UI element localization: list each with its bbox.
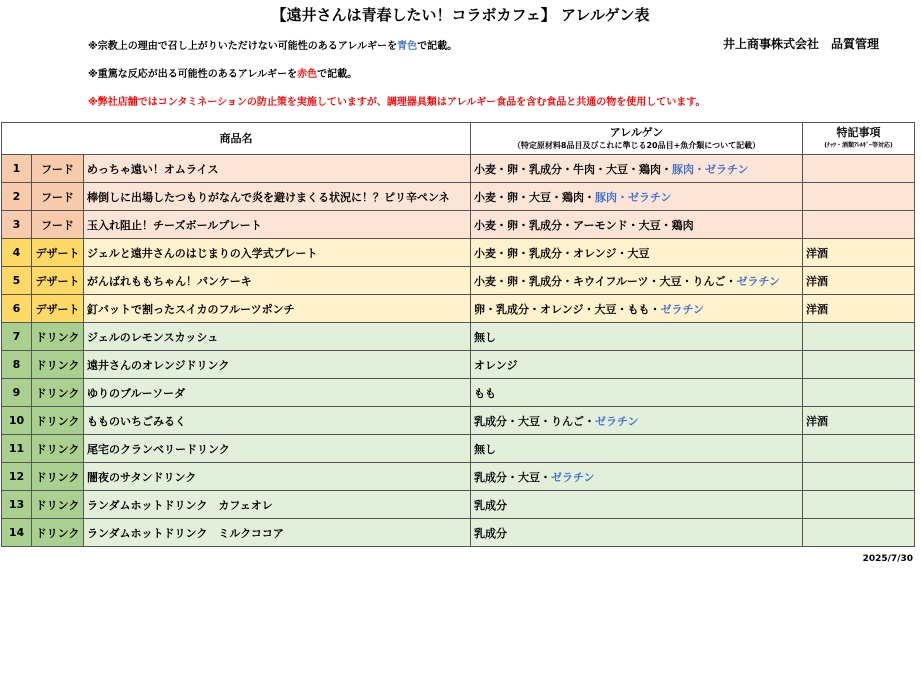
row-category: ドリンク bbox=[32, 491, 84, 519]
row-category: フード bbox=[32, 211, 84, 239]
allergens-religious-text: ゼラチン bbox=[595, 414, 639, 428]
row-allergens bbox=[471, 211, 803, 239]
allergens-religious-text: ゼラチン bbox=[736, 274, 780, 288]
allergens-text: 乳成分 bbox=[474, 526, 508, 540]
table-row bbox=[2, 435, 915, 463]
row-number: 9 bbox=[2, 379, 32, 407]
row-note bbox=[803, 491, 915, 519]
row-number: 13 bbox=[2, 491, 32, 519]
date-label: 2025/7/30 bbox=[862, 554, 913, 564]
row-note bbox=[803, 463, 915, 491]
allergens-text: 小麦・卵・乳成分・キウイフルーツ・大豆・りんご・ bbox=[474, 274, 737, 288]
row-allergens bbox=[471, 183, 803, 211]
row-product-name: もものいちごみるく bbox=[84, 407, 471, 435]
row-note bbox=[803, 323, 915, 351]
row-number: 7 bbox=[2, 323, 32, 351]
table-row bbox=[2, 211, 915, 239]
table-body bbox=[2, 155, 915, 547]
row-allergens bbox=[471, 435, 803, 463]
row-product-name: ジェルと遠井さんのはじまりの入学式プレート bbox=[84, 239, 471, 267]
row-product-name: ゆりのブルーソーダ bbox=[84, 379, 471, 407]
allergens-text: 小麦・卵・乳成分・オレンジ・大豆 bbox=[474, 246, 650, 260]
row-category: ドリンク bbox=[32, 323, 84, 351]
note-severe-suffix: で記載。 bbox=[317, 69, 358, 80]
row-product-name: がんばれももちゃん！パンケーキ bbox=[84, 267, 471, 295]
page-title: 【遠井さんは青春したい！コラボカフェ】 アレルゲン表 bbox=[271, 6, 650, 24]
note-severe bbox=[88, 65, 357, 80]
row-note bbox=[803, 519, 915, 547]
row-category: ドリンク bbox=[32, 519, 84, 547]
row-category: フード bbox=[32, 155, 84, 183]
allergens-text: もも bbox=[474, 386, 497, 400]
row-allergens bbox=[471, 267, 803, 295]
allergens-text: 乳成分 bbox=[474, 498, 508, 512]
row-note bbox=[803, 435, 915, 463]
allergens-text: 小麦・卵・大豆・鶏肉・ bbox=[474, 190, 596, 204]
row-category: ドリンク bbox=[32, 463, 84, 491]
header-notes bbox=[803, 123, 915, 155]
allergens-text: 無し bbox=[474, 330, 497, 344]
allergens-text: 乳成分・大豆・りんご・ bbox=[474, 414, 596, 428]
row-allergens bbox=[471, 519, 803, 547]
row-product-name: めっちゃ遠い！オムライス bbox=[84, 155, 471, 183]
note-severe-color: 赤色 bbox=[297, 69, 318, 80]
header-product: 商品名 bbox=[2, 123, 471, 155]
row-category: デザート bbox=[32, 239, 84, 267]
row-note bbox=[803, 351, 915, 379]
row-category: ドリンク bbox=[32, 351, 84, 379]
allergen-table bbox=[1, 122, 915, 547]
allergens-text: 乳成分・大豆・ bbox=[474, 470, 552, 484]
row-product-name: ランダムホットドリンク ミルクココア bbox=[84, 519, 471, 547]
row-allergens bbox=[471, 155, 803, 183]
row-number: 5 bbox=[2, 267, 32, 295]
row-allergens bbox=[471, 323, 803, 351]
header-allergen-sub: （特定原材料8品目及びこれに準じる20品目+魚介類について記載） bbox=[512, 140, 761, 150]
row-category: ドリンク bbox=[32, 435, 84, 463]
table-row bbox=[2, 351, 915, 379]
table-row bbox=[2, 407, 915, 435]
row-note: 洋酒 bbox=[803, 295, 915, 323]
row-number: 12 bbox=[2, 463, 32, 491]
row-category: ドリンク bbox=[32, 379, 84, 407]
table-row bbox=[2, 155, 915, 183]
table-row bbox=[2, 491, 915, 519]
allergens-text: 卵・乳成分・オレンジ・大豆・もも・ bbox=[474, 302, 661, 316]
table-row bbox=[2, 463, 915, 491]
row-product-name: 棒倒しに出場したつもりがなんで炎を避けまくる状況に！？ピリ辛ペンネ bbox=[84, 183, 471, 211]
row-number: 11 bbox=[2, 435, 32, 463]
row-note bbox=[803, 155, 915, 183]
table-row bbox=[2, 267, 915, 295]
row-number: 4 bbox=[2, 239, 32, 267]
row-category: フード bbox=[32, 183, 84, 211]
row-number: 2 bbox=[2, 183, 32, 211]
row-note: 洋酒 bbox=[803, 239, 915, 267]
row-note bbox=[803, 183, 915, 211]
allergens-religious-text: 豚肉・ゼラチン bbox=[595, 190, 672, 204]
note-severe-prefix: ※重篤な反応が出る可能性のあるアレルギーを bbox=[88, 69, 298, 80]
allergens-text: オレンジ bbox=[474, 358, 518, 372]
header-allergen-label: アレルゲン bbox=[609, 125, 664, 139]
row-number: 10 bbox=[2, 407, 32, 435]
header-allergen bbox=[471, 123, 803, 155]
allergens-religious-text: ゼラチン bbox=[660, 302, 704, 316]
row-allergens bbox=[471, 491, 803, 519]
table-row bbox=[2, 239, 915, 267]
table-row bbox=[2, 379, 915, 407]
row-category: デザート bbox=[32, 295, 84, 323]
row-number: 1 bbox=[2, 155, 32, 183]
row-product-name: 遠井さんのオレンジドリンク bbox=[84, 351, 471, 379]
row-note: 洋酒 bbox=[803, 407, 915, 435]
row-allergens bbox=[471, 463, 803, 491]
table-header-row bbox=[2, 123, 915, 155]
table-row bbox=[2, 295, 915, 323]
note-religious bbox=[88, 37, 457, 52]
row-product-name: 尾宅のクランベリードリンク bbox=[84, 435, 471, 463]
row-number: 14 bbox=[2, 519, 32, 547]
row-product-name: ランダムホットドリンク カフェオレ bbox=[84, 491, 471, 519]
row-note bbox=[803, 379, 915, 407]
company-name: 井上商事株式会社 品質管理 bbox=[723, 37, 880, 51]
row-number: 3 bbox=[2, 211, 32, 239]
row-note: 洋酒 bbox=[803, 267, 915, 295]
row-allergens bbox=[471, 379, 803, 407]
header-notes-label: 特記事項 bbox=[836, 125, 881, 139]
row-category: デザート bbox=[32, 267, 84, 295]
row-allergens bbox=[471, 295, 803, 323]
row-category: ドリンク bbox=[32, 407, 84, 435]
row-product-name: 釘バットで割ったスイカのフルーツポンチ bbox=[84, 295, 471, 323]
row-allergens bbox=[471, 239, 803, 267]
row-product-name: 玉入れ阻止！チーズボールプレート bbox=[84, 211, 471, 239]
allergens-religious-text: 豚肉・ゼラチン bbox=[672, 162, 749, 176]
table-row bbox=[2, 519, 915, 547]
note-religious-suffix: で記載。 bbox=[417, 41, 458, 52]
row-product-name: ジェルのレモンスカッシュ bbox=[84, 323, 471, 351]
table-row bbox=[2, 323, 915, 351]
header-notes-sub: (ﾅｯﾂ・酒類ｱﾚﾙｷﾞｰ等対応) bbox=[824, 141, 893, 149]
row-allergens bbox=[471, 407, 803, 435]
allergens-text: 小麦・卵・乳成分・牛肉・大豆・鶏肉・ bbox=[474, 162, 673, 176]
row-note bbox=[803, 211, 915, 239]
note-religious-color: 青色 bbox=[397, 41, 418, 52]
table-row bbox=[2, 183, 915, 211]
row-number: 6 bbox=[2, 295, 32, 323]
note-religious-prefix: ※宗教上の理由で召し上がりいただけない可能性のあるアレルギーを bbox=[88, 41, 398, 52]
allergens-religious-text: ゼラチン bbox=[551, 470, 595, 484]
allergens-text: 小麦・卵・乳成分・アーモンド・大豆・鶏肉 bbox=[474, 218, 694, 232]
note-contamination: ※弊社店舗ではコンタミネーションの防止策を実施していますが、調理器具類はアレルギー食品を含む食品と共通の物を使用しています。 bbox=[88, 97, 706, 108]
allergens-text: 無し bbox=[474, 442, 497, 456]
row-product-name: 闇夜のサタンドリンク bbox=[84, 463, 471, 491]
row-number: 8 bbox=[2, 351, 32, 379]
row-allergens bbox=[471, 351, 803, 379]
